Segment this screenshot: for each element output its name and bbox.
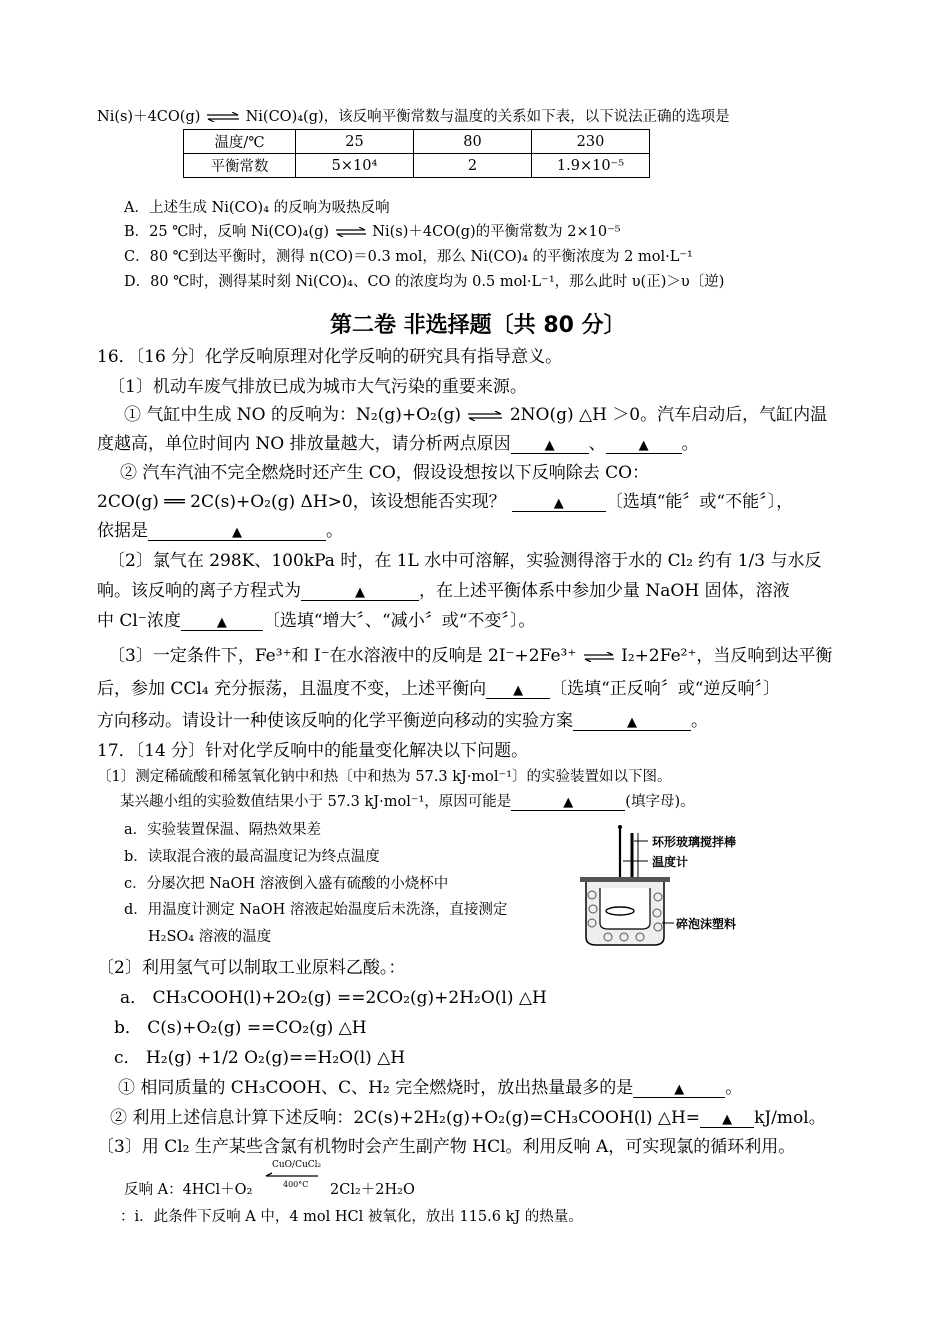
q16-line <box>124 400 827 425</box>
q16-line <box>97 674 780 699</box>
blank-mark: ▲ <box>627 715 637 730</box>
foam-label: 碎泡沫塑料 <box>676 917 737 931</box>
q16-text: 中 Cl⁻浓度 <box>97 611 181 631</box>
q15-option-c: C．80 ℃到达平衡时，测得 n(CO)＝0.3 mol，那么 Ni(CO)₄ 的平衡浓度为 2 mol·L⁻¹ <box>124 249 693 265</box>
q15-option-b-left: B．25 ℃时，反响 Ni(CO)₄(g) <box>124 224 330 240</box>
q17-line <box>120 790 695 811</box>
q17-line <box>118 1073 742 1098</box>
q17-text: 〔1〕测定稀硫酸和稀氢氧化钠中和热〔中和热为 57.3 kJ·mol⁻¹〕的实验装置如以下图。 <box>97 769 672 785</box>
q17-text: 〔2〕利用氢气可以制取工业原料乙酸。： <box>97 958 406 978</box>
answer-blank[interactable] <box>573 713 691 731</box>
table-cell: 80 <box>414 130 532 154</box>
q15-stem-left: Ni(s)＋4CO(g) <box>97 109 201 125</box>
blank-mark: ▲ <box>638 438 649 453</box>
q16-text: ② 汽车汽油不完全燃烧时还产生 CO，假设设想按以下反响除去 CO： <box>120 463 650 483</box>
answer-blank[interactable] <box>301 583 419 601</box>
reaction-a-left: 反响 A：4HCl＋O₂ <box>124 1182 253 1198</box>
q16-line <box>97 576 790 601</box>
blank-mark: ▲ <box>544 438 555 453</box>
equilibrium-arrow-icon <box>466 411 504 421</box>
answer-blank[interactable] <box>700 1110 754 1128</box>
q17-text: 。 <box>725 1078 743 1098</box>
q16-line <box>97 516 343 541</box>
table-cell: 温度/℃ <box>184 130 296 154</box>
q17-heading: 17．〔14 分〕针对化学反响中的能量变化解决以下问题。 <box>97 741 529 761</box>
q15-stem-right: Ni(CO)₄(g)，该反响平衡常数与温度的关系如下表，以下说法正确的选项是 <box>245 109 730 125</box>
thermometer-label: 温度计 <box>652 855 689 869</box>
table-cell: 2 <box>414 154 532 178</box>
q17-text: kJ/mol。 <box>754 1108 826 1128</box>
q16-text: 方向移动。请设计一种使该反响的化学平衡逆向移动的实验方案 <box>97 711 573 731</box>
answer-blank[interactable] <box>148 523 326 541</box>
q17-choice-c: c．分屡次把 NaOH 溶液倒入盛有硫酸的小烧杯中 <box>124 876 449 892</box>
table-cell: 平衡常数 <box>184 154 296 178</box>
q16-text: ，在上述平衡体系中参加少量 NaOH 固体，溶液 <box>419 581 790 601</box>
q15-option-b <box>124 220 621 241</box>
table-row <box>184 130 650 154</box>
q16-line <box>97 706 708 731</box>
answer-blank[interactable] <box>486 681 550 699</box>
blank-mark: ▲ <box>513 683 524 698</box>
answer-blank[interactable] <box>511 795 625 811</box>
q17-text: 〔3〕用 Cl₂ 生产某些含氯有机物时会产生副产物 HCl。利用反响 A，可实现氯的循环利用。 <box>97 1137 796 1157</box>
blank-mark: ▲ <box>216 615 227 630</box>
q16-text: 。 <box>691 711 708 731</box>
q17-choice-b: b．读取混合液的最高温度记为终点温度 <box>124 849 380 865</box>
q17-equation-c: c． H₂(g) +1/2 O₂(g)==H₂O(l) △H <box>114 1048 406 1068</box>
q16-text: 〔选填“能〞或“不能〞〕， <box>605 492 794 512</box>
equilibrium-arrow-icon <box>334 227 368 237</box>
blank-mark: ▲ <box>563 795 574 810</box>
equilibrium-arrow-icon <box>205 112 241 122</box>
answer-blank[interactable] <box>512 494 606 512</box>
reaction-arrow-icon <box>264 1172 320 1180</box>
q16-line <box>97 429 699 454</box>
table-cell: 5×10⁴ <box>296 154 414 178</box>
q16-text: 〔选填“增大〞、“减小〞或“不变〞〕。 <box>262 611 536 631</box>
q17-choice-a: a．实验装置保温、隔热效果差 <box>124 822 322 838</box>
section-title: 第二卷 非选择题〔共 80 分〕 <box>330 313 626 338</box>
q17-equation-a: a． CH₃COOH(l)+2O₂(g) ==2CO₂(g)+2H₂O(l) △H <box>120 988 547 1008</box>
answer-blank[interactable] <box>633 1080 725 1098</box>
catalyst-label: CuO/CuCl₂ <box>272 1160 322 1170</box>
q17-choice-d: d．用温度计测定 NaOH 溶液起始温度后未洗涤，直接测定 <box>124 902 508 918</box>
equilibrium-arrow-icon <box>582 652 616 662</box>
q16-text: 依据是 <box>97 521 148 541</box>
q16-text: 〔选填“正反响〞或“逆反响〞〕 <box>550 679 780 699</box>
q16-text: I₂+2Fe²⁺，当反响到达平衡 <box>621 646 833 666</box>
answer-blank[interactable] <box>606 436 682 454</box>
temperature-label: 400°C <box>283 1180 309 1189</box>
table-cell: 25 <box>296 130 414 154</box>
q17-note: ：ⅰ．此条件下反响 A 中，4 mol HCl 被氧化，放出 115.6 kJ 的热量。 <box>120 1209 583 1225</box>
q16-text: 。 <box>681 434 699 454</box>
stirrer-label: 环形玻璃搅拌棒 <box>652 835 737 849</box>
q16-text: ① 气缸中生成 NO 的反响为：N₂(g)+O₂(g) <box>124 405 462 425</box>
q16-text: 响。该反响的离子方程式为 <box>97 581 301 601</box>
table-row <box>184 154 650 178</box>
q16-line <box>108 641 832 666</box>
q16-text: 〔3〕一定条件下，Fe³⁺和 I⁻在水溶液中的反响是 2I⁻+2Fe³⁺ <box>108 646 577 666</box>
answer-blank[interactable] <box>181 613 263 631</box>
q16-text: 2CO(g) ══ 2C(s)+O₂(g) ΔH>0，该设想能否实现？ <box>97 492 506 512</box>
q16-heading: 16．〔16 分〕化学反响原理对化学反响的研究具有指导意义。 <box>97 347 563 367</box>
blank-mark: ▲ <box>553 496 564 511</box>
q15-option-b-right: Ni(s)＋4CO(g)的平衡常数为 2×10⁻⁵ <box>372 224 621 240</box>
q16-text: 。 <box>326 521 343 541</box>
reaction-a-right: 2Cl₂＋2H₂O <box>330 1182 415 1198</box>
q16-text: 后，参加 CCl₄ 充分振荡，且温度不变，上述平衡向 <box>97 679 487 699</box>
answer-blank[interactable] <box>511 436 589 454</box>
q15-stem <box>97 105 730 126</box>
q15-option-a: A．上述生成 Ni(CO)₄ 的反响为吸热反响 <box>124 200 390 216</box>
q16-text: 度越高，单位时间内 NO 排放量越大，请分析两点原因 <box>97 434 511 454</box>
q17-text: ① 相同质量的 CH₃COOH、C、H₂ 完全燃烧时，放出热量最多的是 <box>118 1078 634 1098</box>
table-cell: 230 <box>532 130 650 154</box>
q17-text: (填字母)。 <box>625 794 695 810</box>
blank-mark: ▲ <box>232 525 242 540</box>
q17-choice-d-cont: H₂SO₄ 溶液的温度 <box>148 929 272 945</box>
equilibrium-constant-table <box>183 129 650 178</box>
q16-line <box>97 487 793 512</box>
q16-text: 2NO(g) △H ＞0。汽车启动后，气缸内温 <box>509 405 828 425</box>
q17-text: ② 利用上述信息计算下述反响：2C(s)+2H₂(g)+O₂(g)=CH₃COOH(l) △H= <box>110 1108 701 1128</box>
blank-mark: ▲ <box>674 1082 685 1097</box>
calorimeter-figure <box>578 825 758 957</box>
q17-equation-b: b． C(s)+O₂(g) ==CO₂(g) △H <box>114 1018 367 1038</box>
q16-text: 、 <box>588 434 606 454</box>
blank-mark: ▲ <box>355 585 365 600</box>
q16-text: 〔2〕氯气在 298K、100kPa 时，在 1L 水中可溶解，实验测得溶于水的 Cl₂ 约有 1/3 与水反 <box>108 551 822 571</box>
blank-mark: ▲ <box>722 1112 733 1127</box>
table-cell: 1.9×10⁻⁵ <box>532 154 650 178</box>
q17-text: 某兴趣小组的实验数值结果小于 57.3 kJ·mol⁻¹，原因可能是 <box>120 794 512 810</box>
q16-part1-heading: 〔1〕机动车废气排放已成为城市大气污染的重要来源。 <box>108 377 527 397</box>
q16-line <box>97 606 535 631</box>
q17-line <box>110 1103 826 1128</box>
q15-option-d: D．80 ℃时，测得某时刻 Ni(CO)₄、CO 的浓度均为 0.5 mol·L⁻¹，那么此时 υ(正)＞υ〔逆) <box>124 274 725 290</box>
